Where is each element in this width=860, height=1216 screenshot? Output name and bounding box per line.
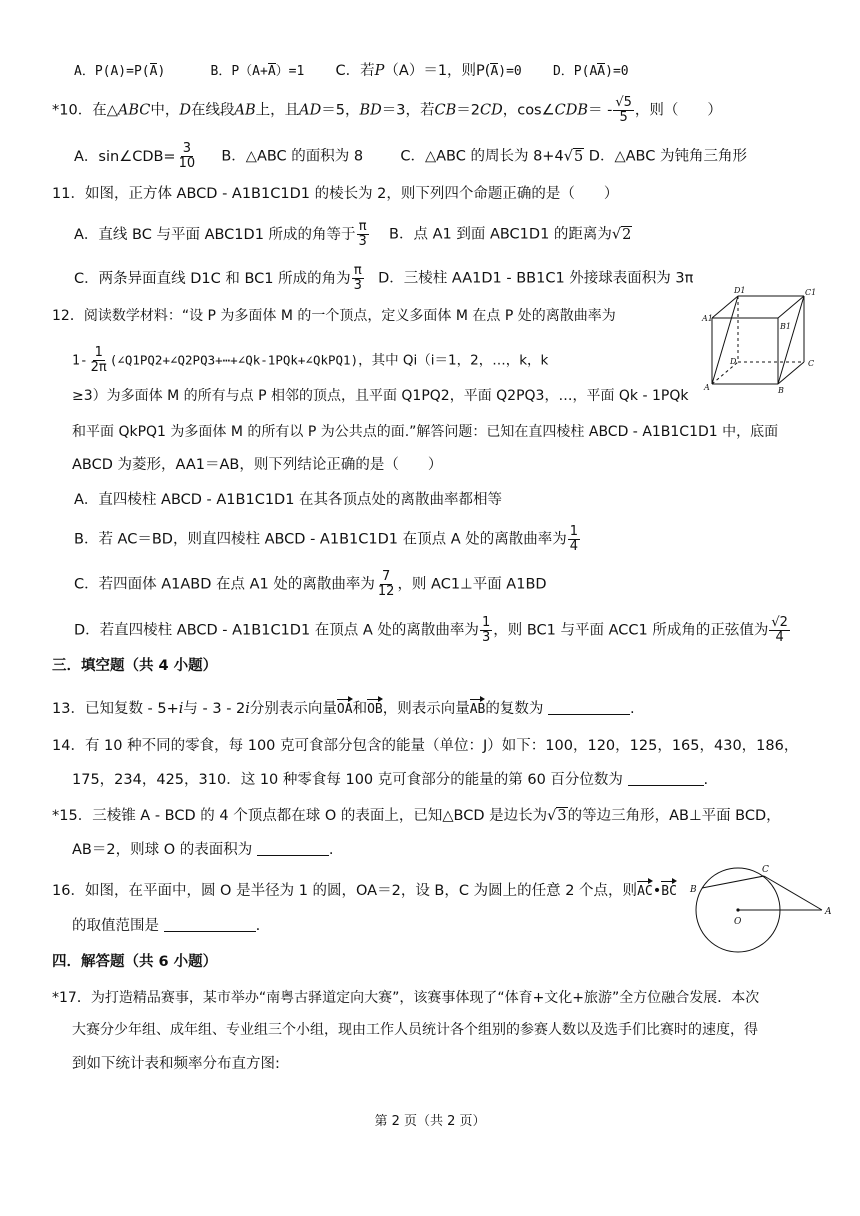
cube-label-c: C — [808, 359, 815, 368]
q14-line-2: 175，234，425，310．这 10 种零食每 100 克可食部分的能量的第 60 百分位数为 . — [72, 772, 709, 788]
cube-label-b1: B1 — [780, 322, 791, 331]
q10-stem: *10．在△ABC中，D在线段AB上，且AD＝5，BD＝3，若CB＝2CD，cos∠CDB＝ - $\frac{√5}{5}$ ，则（ ） — [52, 95, 722, 125]
cube-label-a1: A1 — [702, 314, 713, 323]
q12-option-b: B．若 AC＝BD，则直四棱柱 ABCD - A1B1C1D1 在顶点 A 处的离散曲率为 $\frac{1}{4}$ — [74, 524, 579, 554]
q11-options-ab — [74, 220, 632, 249]
q12-line-4: 和平面 QkPQ1 为多面体 M 的所有以 P 为公共点的面.”解答问题：已知在直四棱柱 ABCD - A1B1C1D1 中，底面 — [72, 424, 779, 440]
cube-label-d1: D1 — [734, 286, 746, 295]
q16-answer-blank[interactable] — [164, 917, 256, 932]
q9-option-c: C．若P（A）＝1，则P(A)=0 — [335, 63, 522, 79]
vector-oa: OA — [337, 698, 353, 720]
q11-option-b: B．点 A1 到面 ABC1D1 的距离为√2 — [389, 226, 632, 243]
q14-answer-blank[interactable] — [628, 771, 704, 786]
q12-option-d: D．若直四棱柱 ABCD - A1B1C1D1 在顶点 A 处的离散曲率为 $\frac{1}{3}$ ，则 BC1 与平面 ACC1 所成角的正弦值为 $\frac{√2}{4}$ — [74, 615, 788, 645]
circle-label-a: A — [825, 907, 832, 917]
q11-stem: 11．如图，正方体 ABCD - A1B1C1D1 的棱长为 2，则下列四个命题正确的是（ ） — [52, 186, 619, 202]
q15-line-2: AB＝2，则球 O 的表面积为 . — [72, 842, 334, 858]
q12-option-a: A．直四棱柱 ABCD - A1B1C1D1 在其各顶点处的离散曲率都相等 — [74, 492, 503, 508]
section-answer-title: 四．解答题（共 6 小题） — [52, 954, 218, 970]
cube-figure — [700, 286, 826, 396]
vector-bc: BC — [661, 880, 677, 902]
q12-formula-line: 1- $\frac{1}{2\pi}$ (∠Q1PQ2+∠Q2PQ3+⋯+∠Qk-1PQk+∠QkPQ1)，其中 Qi（i＝1，2，…，k，k — [72, 345, 549, 375]
cube-label-d: D — [730, 357, 737, 366]
q17-line-2: 大赛分少年组、成年组、专业组三个小组，现由工作人员统计各个组别的参赛人数以及选手们比赛时的速度，得 — [72, 1022, 758, 1038]
q11-option-a: A．直线 BC 与平面 ABC1D1 所成的角等于 $\frac{\pi}{3}$ — [74, 219, 367, 249]
vector-ac: AC — [637, 880, 653, 902]
cube-label-a: A — [704, 383, 710, 392]
q15-answer-blank[interactable] — [257, 841, 329, 856]
q12-line-1: 12．阅读数学材料：“设 P 为多面体 M 的一个顶点，定义多面体 M 在点 P 处的离散曲率为 — [52, 308, 616, 324]
q12-option-c: C．若四面体 A1ABD 在点 A1 处的离散曲率为 $\frac{7}{12}$ ，则 AC1⊥平面 A1BD — [74, 569, 547, 599]
q11-options-cd — [74, 264, 693, 293]
q15-line-1: *15．三棱锥 A - BCD 的 4 个顶点都在球 O 的表面上，已知△BCD 是边长为√3的等边三角形，AB⊥平面 BCD， — [52, 808, 781, 824]
q14-line-1: 14．有 10 种不同的零食，每 100 克可食部分包含的能量（单位：J）如下：100，120，125，165，430，186， — [52, 738, 799, 754]
q12-line-3: ≥3）为多面体 M 的所有与点 P 相邻的顶点，且平面 Q1PQ2，平面 Q2PQ3，…，平面 Qk - 1PQk — [72, 388, 689, 404]
q16-line-1: 16．如图，在平面中，圆 O 是半径为 1 的圆，OA＝2，设 B，C 为圆上的任意 2 个点，则AC•BC — [52, 880, 677, 902]
circle-label-b: B — [690, 885, 697, 895]
q9-option-a: A．P(A)=P(A) — [74, 64, 166, 79]
q10-options — [74, 142, 747, 171]
circle-label-o: O — [734, 917, 742, 927]
page-footer: 第 2 页（共 2 页） — [374, 1114, 486, 1129]
q13-stem: 13．已知复数 - 5+i与 - 3 - 2i分别表示向量OA和OB，则表示向量AB的复数为 . — [52, 698, 635, 720]
q17-line-1: *17．为打造精品赛事，某市举办“南粤古驿道定向大赛”，该赛事体现了“体育+文化+旅游”全方位融合发展．本次 — [52, 990, 760, 1006]
q10-option-c: C．△ABC 的周长为 8+4√5 — [400, 148, 584, 165]
q10-option-a: A．sin∠CDB= $\frac{3}{10}$ — [74, 141, 196, 171]
circle-label-c: C — [762, 865, 769, 875]
section-fill-in-title: 三．填空题（共 4 小题） — [52, 658, 218, 674]
q17-line-3: 到如下统计表和频率分布直方图: — [72, 1056, 280, 1072]
q9-option-d: D．P(AA)=0 — [552, 64, 629, 79]
vector-ob: OB — [367, 698, 383, 720]
cube-label-b: B — [778, 386, 784, 395]
q9-options — [74, 61, 629, 82]
q10-cos-fraction: $\frac{√5}{5}$ — [615, 95, 632, 125]
q12-line-5: ABCD 为菱形，AA1＝AB，则下列结论正确的是（ ） — [72, 457, 443, 473]
vector-ab: AB — [470, 698, 486, 720]
q11-option-c: C．两条异面直线 D1C 和 BC1 所成的角为 $\frac{\pi}{3}$ — [74, 263, 362, 293]
q10-option-b: B．△ABC 的面积为 8 — [221, 148, 364, 165]
q12-formula-fraction: $\frac{1}{2\pi}$ — [90, 345, 107, 375]
circle-figure — [686, 860, 836, 960]
q11-option-d: D．三棱柱 AA1D1 - BB1C1 外接球表面积为 3π — [378, 270, 694, 287]
q9-option-b: B．P（A+A）=1 — [210, 64, 305, 79]
cube-label-c1: C1 — [805, 288, 817, 297]
q13-answer-blank[interactable] — [548, 700, 630, 715]
q10-option-d: D．△ABC 为钝角三角形 — [588, 148, 747, 165]
q16-line-2: 的取值范围是 . — [72, 918, 261, 934]
